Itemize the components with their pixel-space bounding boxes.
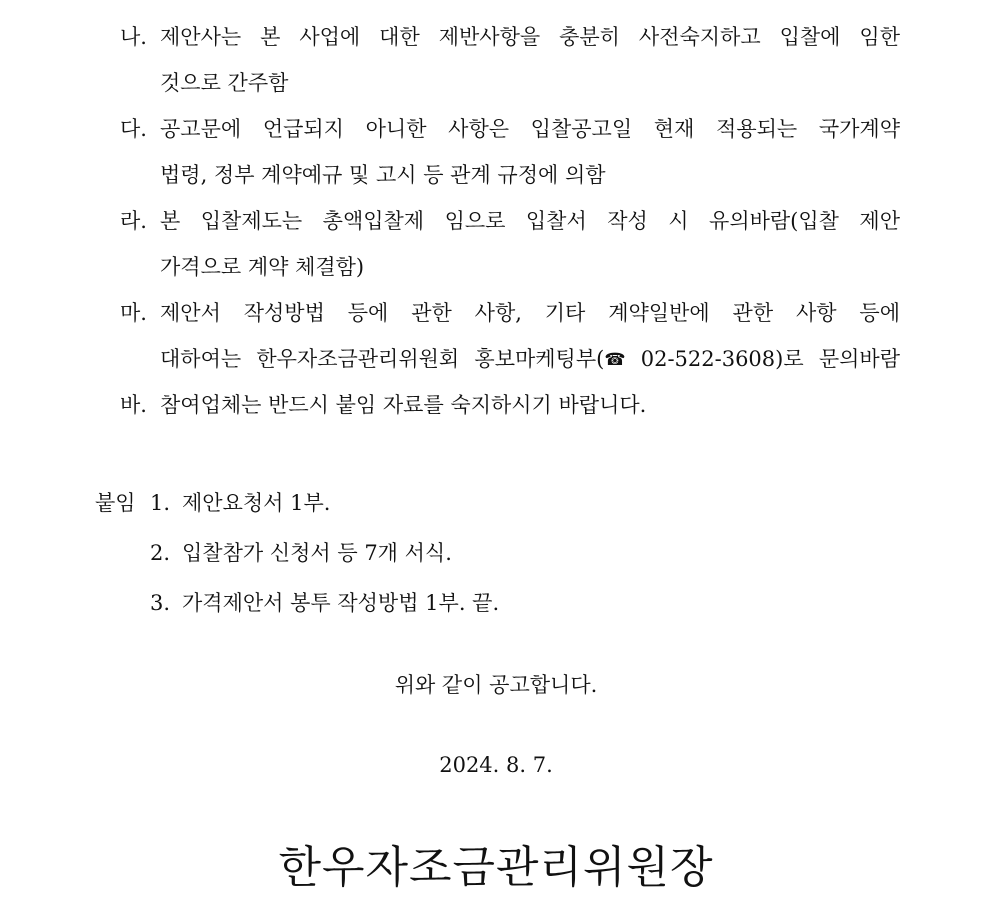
clause-text-line: 공고문에 언급되지 아니한 사항은 입찰공고일 현재 적용되는 국가계약 (160, 117, 900, 141)
attachment-number: 3. (150, 591, 171, 615)
clause-text-line: 제안서 작성방법 등에 관한 사항, 기타 계약일반에 관한 사항 등에 (160, 301, 900, 325)
clause-da (120, 106, 900, 198)
clause-text-line: 것으로 간주함 (160, 71, 289, 95)
attachment-text: 입찰참가 신청서 등 7개 서식. (182, 541, 452, 565)
clause-ra (120, 198, 900, 290)
clause-text-line-contact (160, 336, 900, 383)
clause-na (120, 14, 900, 106)
signer-title: 한우자조금관리위원장 (278, 842, 714, 893)
clause-marker: 바. (120, 393, 147, 417)
phone-icon: ☎ (604, 350, 626, 370)
clause-marker: 나. (120, 25, 147, 49)
clause-ba (120, 382, 900, 428)
clause-text-line: 법령, 정부 계약예규 및 고시 등 관계 규정에 의함 (160, 163, 606, 187)
clause-text-line: 가격으로 계약 체결함) (160, 255, 365, 279)
attachment-number: 1. (150, 491, 171, 515)
clause-marker: 다. (120, 117, 147, 141)
clause-ma (120, 290, 900, 383)
contact-text-before: 대하여는 한우자조금관리위원회 홍보마케팅부( (160, 347, 605, 371)
attachments-title: 붙임 (95, 491, 136, 515)
clause-text-line: 참여업체는 반드시 붙임 자료를 숙지하시기 바랍니다. (160, 393, 647, 417)
attachment-item (150, 480, 330, 526)
attachment-number: 2. (150, 541, 171, 565)
clause-text-line: 본 입찰제도는 총액입찰제 임으로 입찰서 작성 시 유의바람(입찰 제안 (160, 209, 900, 233)
clause-marker: 라. (120, 209, 147, 233)
phone-number: 02-522-3608 (625, 347, 776, 371)
clause-marker: 마. (120, 301, 147, 325)
attachment-item (150, 530, 452, 576)
announcement-date: 2024. 8. 7. (439, 753, 553, 777)
attachment-text: 가격제안서 봉투 작성방법 1부. 끝. (182, 591, 500, 615)
closing-statement: 위와 같이 공고합니다. (394, 673, 598, 697)
clause-text-line: 제안사는 본 사업에 대한 제반사항을 충분히 사전숙지하고 입찰에 임한 (160, 25, 900, 49)
attachment-text: 제안요청서 1부. (182, 491, 331, 515)
attachment-item (150, 580, 499, 626)
contact-text-after: )로 문의바람 (775, 347, 900, 371)
